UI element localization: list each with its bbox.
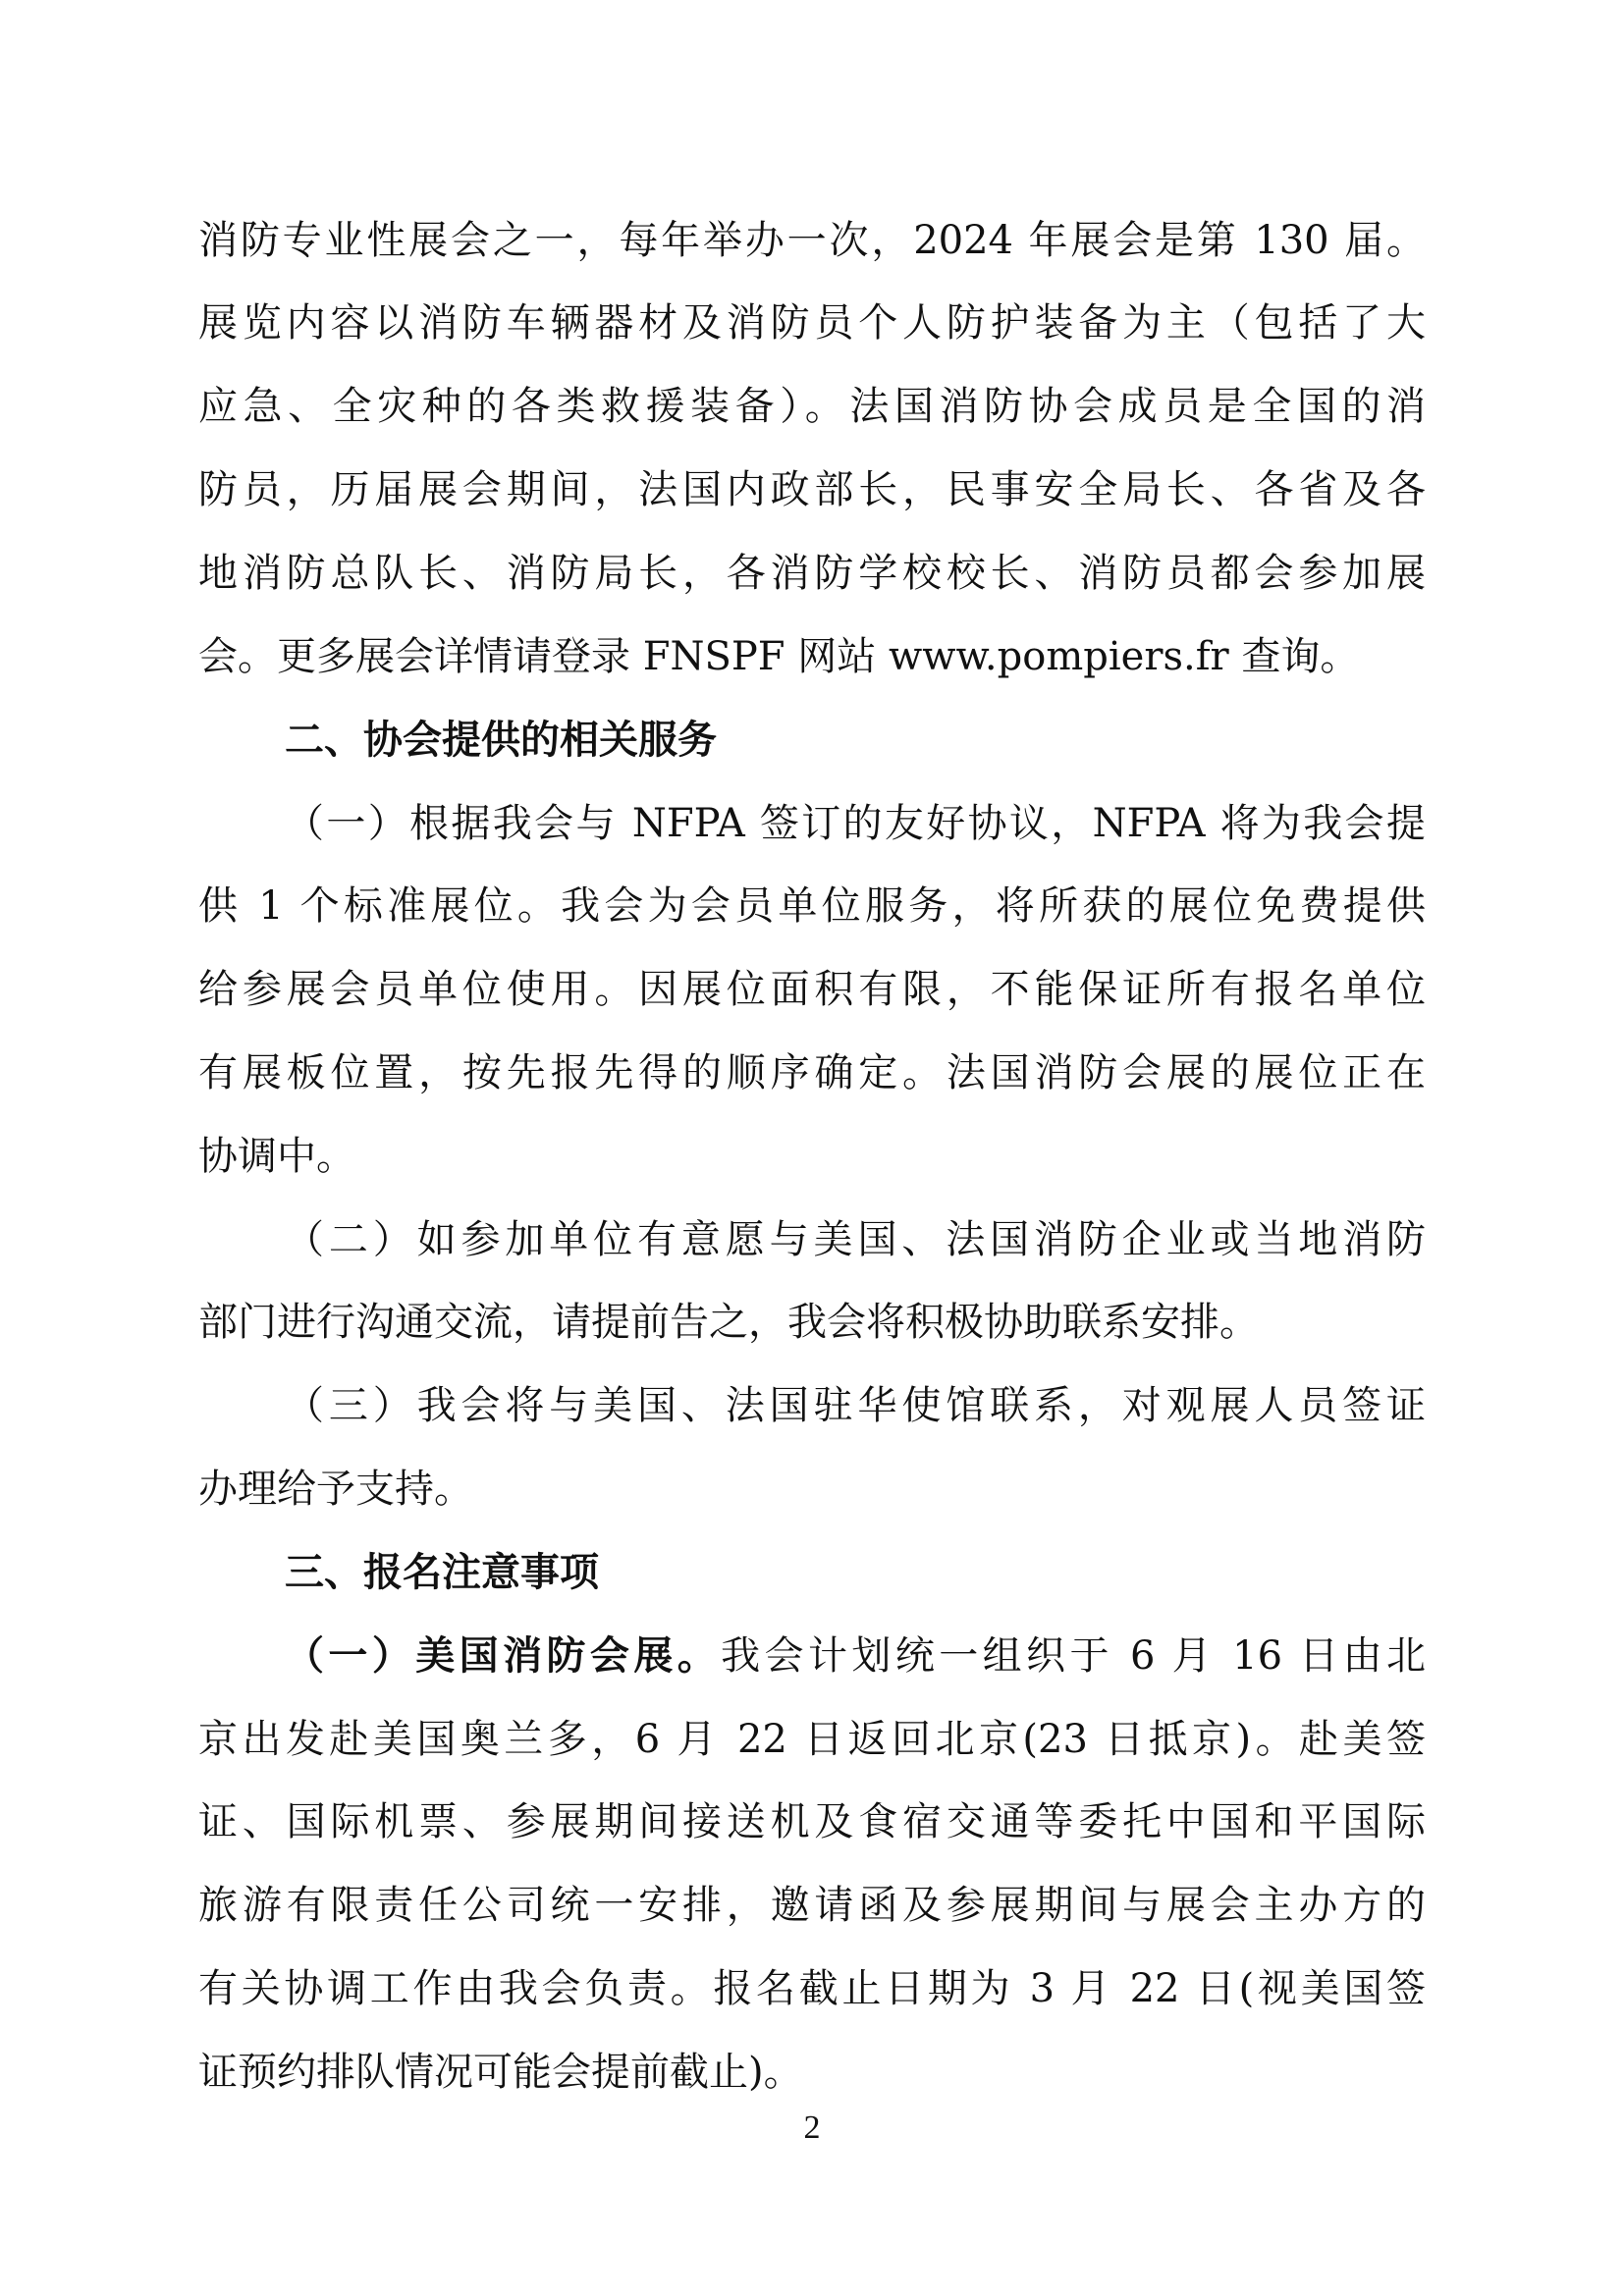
section-heading: 二、协会提供的相关服务	[285, 718, 717, 763]
paragraph-line: 防员，历届展会期间，法国内政部长，民事安全局长、各省及各	[198, 467, 1426, 512]
paragraph-line: 应急、全灾种的各类救援装备）。法国消防协会成员是全国的消	[198, 384, 1426, 429]
paragraph-line: 供 1 个标准展位。我会为会员单位服务，将所获的展位免费提供	[198, 883, 1426, 929]
item-text: 我会计划统一组织于 6 月 16 日由北	[721, 1633, 1426, 1679]
paragraph-line: 旅游有限责任公司统一安排，邀请函及参展期间与展会主办方的	[198, 1883, 1426, 1928]
paragraph-line: 部门进行沟通交流，请提前告之，我会将积极协助联系安排。	[198, 1300, 1259, 1345]
page-number: 2	[803, 2109, 821, 2146]
paragraph-line: 会。更多展会详情请登录 FNSPF 网站 www.pompiers.fr 查询。	[198, 634, 1360, 679]
document-page	[198, 0, 1426, 2296]
item-lead-bold: （一）美国消防会展。	[285, 1633, 722, 1679]
paragraph-line: 京出发赴美国奥兰多，6 月 22 日返回北京(23 日抵京)。赴美签	[198, 1717, 1426, 1762]
paragraph-line: 地消防总队长、消防局长，各消防学校校长、消防员都会参加展	[198, 551, 1426, 596]
paragraph-line: 消防专业性展会之一，每年举办一次，2024 年展会是第 130 届。	[198, 218, 1426, 263]
paragraph-line: （二）如参加单位有意愿与美国、法国消防企业或当地消防	[285, 1217, 1426, 1262]
section-heading: 三、报名注意事项	[285, 1550, 599, 1595]
paragraph-line: 给参展会员单位使用。因展位面积有限，不能保证所有报名单位	[198, 967, 1426, 1012]
paragraph-line: 有关协调工作由我会负责。报名截止日期为 3 月 22 日(视美国签	[198, 1966, 1426, 2011]
paragraph-line: 证预约排队情况可能会提前截止)。	[198, 2050, 803, 2095]
paragraph-line: 协调中。	[198, 1134, 355, 1179]
paragraph-line: （三）我会将与美国、法国驻华使馆联系，对观展人员签证	[285, 1383, 1426, 1428]
paragraph-line: 证、国际机票、参展期间接送机及食宿交通等委托中国和平国际	[198, 1799, 1426, 1844]
paragraph-line	[285, 1627, 1426, 1685]
paragraph-line: （一）根据我会与 NFPA 签订的友好协议，NFPA 将为我会提	[285, 801, 1426, 846]
paragraph-line: 办理给予支持。	[198, 1467, 473, 1512]
paragraph-line: 展览内容以消防车辆器材及消防员个人防护装备为主（包括了大	[198, 300, 1426, 346]
paragraph-line: 有展板位置，按先报先得的顺序确定。法国消防会展的展位正在	[198, 1050, 1426, 1095]
